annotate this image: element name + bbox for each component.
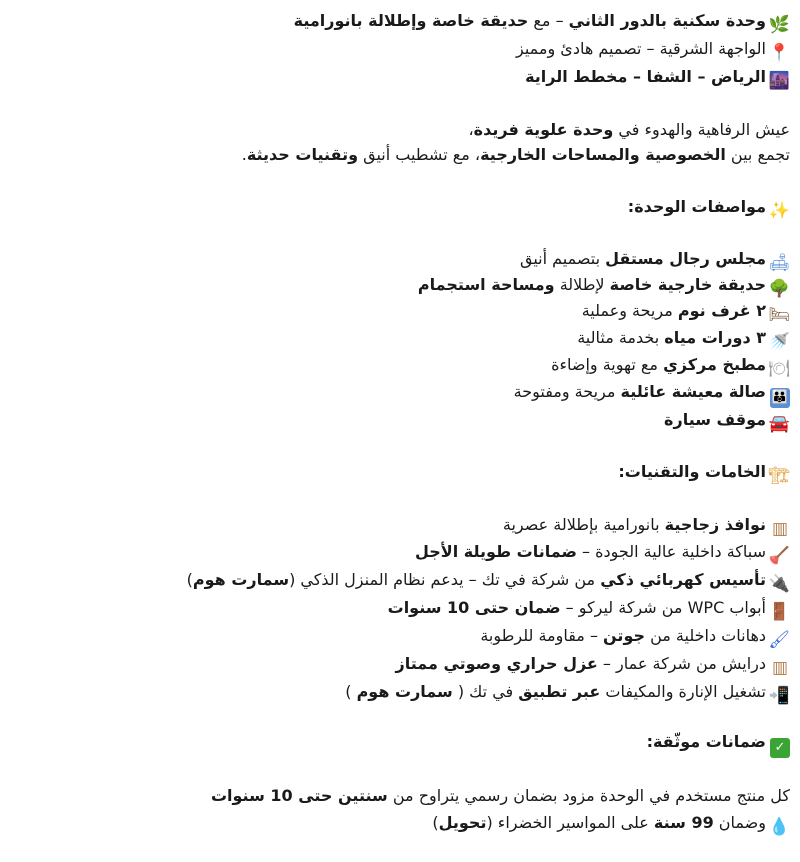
material-item: 🖌دهانات داخلية من جوتن – مقاومة للرطوبة xyxy=(480,626,790,650)
sofa-icon: 🛋 xyxy=(768,253,790,273)
material-item: ▥درايش من شركة عمار – عزل حراري وصوتي ممتاز xyxy=(395,654,789,678)
spec-item: 🛏٢ غرف نوم مريحة وعملية xyxy=(581,301,790,325)
specs-heading: ✨مواصفات الوحدة: xyxy=(627,197,790,221)
spec-item: 🛋مجلس رجال مستقل بتصميم أنيق xyxy=(520,249,790,273)
intro-line-2: تجمع بين الخصوصية والمساحات الخارجية، مع تشطيب أنيق وتقنيات حديثة. xyxy=(241,145,790,164)
sparkles-icon: ✨ xyxy=(768,201,790,221)
facade-line: 📍الواجهة الشرقية – تصميم هادئ ومميز xyxy=(516,39,790,63)
bed-icon: 🛏 xyxy=(768,305,790,325)
mobile-arrow-icon: 📲 xyxy=(768,686,790,706)
listing-title-line: 🌿وحدة سكنية بالدور الثاني – مع حديقة خاصة وإطلالة بانورامية xyxy=(293,11,790,35)
plate-icon: 🍽 xyxy=(768,359,790,379)
check-box-icon: ✓ xyxy=(770,738,790,758)
window-icon: ▥ xyxy=(771,519,789,539)
window-frame-icon: ▥ xyxy=(771,658,789,678)
spec-item: 🚘موقف سيارة xyxy=(664,410,790,434)
material-item: ▥نوافذ زجاجية بانورامية بإطلالة عصرية xyxy=(502,515,789,539)
location-line: 🌆الرياض – الشفا – مخطط الراية xyxy=(525,67,790,91)
plunger-icon: 🪠 xyxy=(768,546,790,566)
materials-heading: 🏗الخامات والتقنيات: xyxy=(618,462,790,486)
material-item: 📲تشغيل الإنارة والمكيفات عبر تطبيق في تك ( سمارت هوم ) xyxy=(345,682,790,706)
city-icon: 🌆 xyxy=(768,71,790,91)
spec-item: 🌳حديقة خارجية خاصة لإطلالة ومساحة استجمام xyxy=(417,275,790,299)
intro-line-1: عيش الرفاهية والهدوء في وحدة علوية فريدة، xyxy=(468,120,790,139)
door-icon: 🚪 xyxy=(768,602,790,622)
droplet-icon: 💧 xyxy=(768,817,790,837)
location-pin-icon: 📍 xyxy=(768,43,790,63)
spec-item: 🍽مطبخ مركزي مع تهوية وإضاءة xyxy=(551,355,790,379)
plug-icon: 🔌 xyxy=(768,574,790,594)
warranty-heading: ✓ضمانات موثّقة: xyxy=(647,730,790,753)
family-icon: 👪 xyxy=(770,388,790,408)
tree-icon: 🌳 xyxy=(768,279,790,299)
crane-icon: 🏗 xyxy=(768,466,790,486)
spec-item: 👪صالة معيشة عائلية مريحة ومفتوحة xyxy=(514,380,790,403)
shower-icon: 🚿 xyxy=(768,332,790,352)
material-item: 🔌تأسيس كهربائي ذكي من شركة في تك – يدعم نظام المنزل الذكي (سمارت هوم) xyxy=(186,570,790,594)
warranty-line-2: 💧وضمان 99 سنة على المواسير الخضراء (تحويل) xyxy=(432,813,790,837)
seedling-icon: 🌿 xyxy=(768,15,790,35)
paintbrush-icon: 🖌 xyxy=(768,630,790,650)
car-icon: 🚘 xyxy=(768,414,790,434)
material-item: 🪠سباكة داخلية عالية الجودة – ضمانات طويلة الأجل xyxy=(414,542,790,566)
material-item: 🚪أبواب WPC من شركة ليركو – ضمان حتى 10 سنوات xyxy=(387,598,790,622)
spec-item: 🚿٣ دورات مياه بخدمة مثالية xyxy=(577,328,790,352)
warranty-line-1: كل منتج مستخدم في الوحدة مزود بضمان رسمي يتراوح من سنتين حتى 10 سنوات xyxy=(210,786,790,805)
